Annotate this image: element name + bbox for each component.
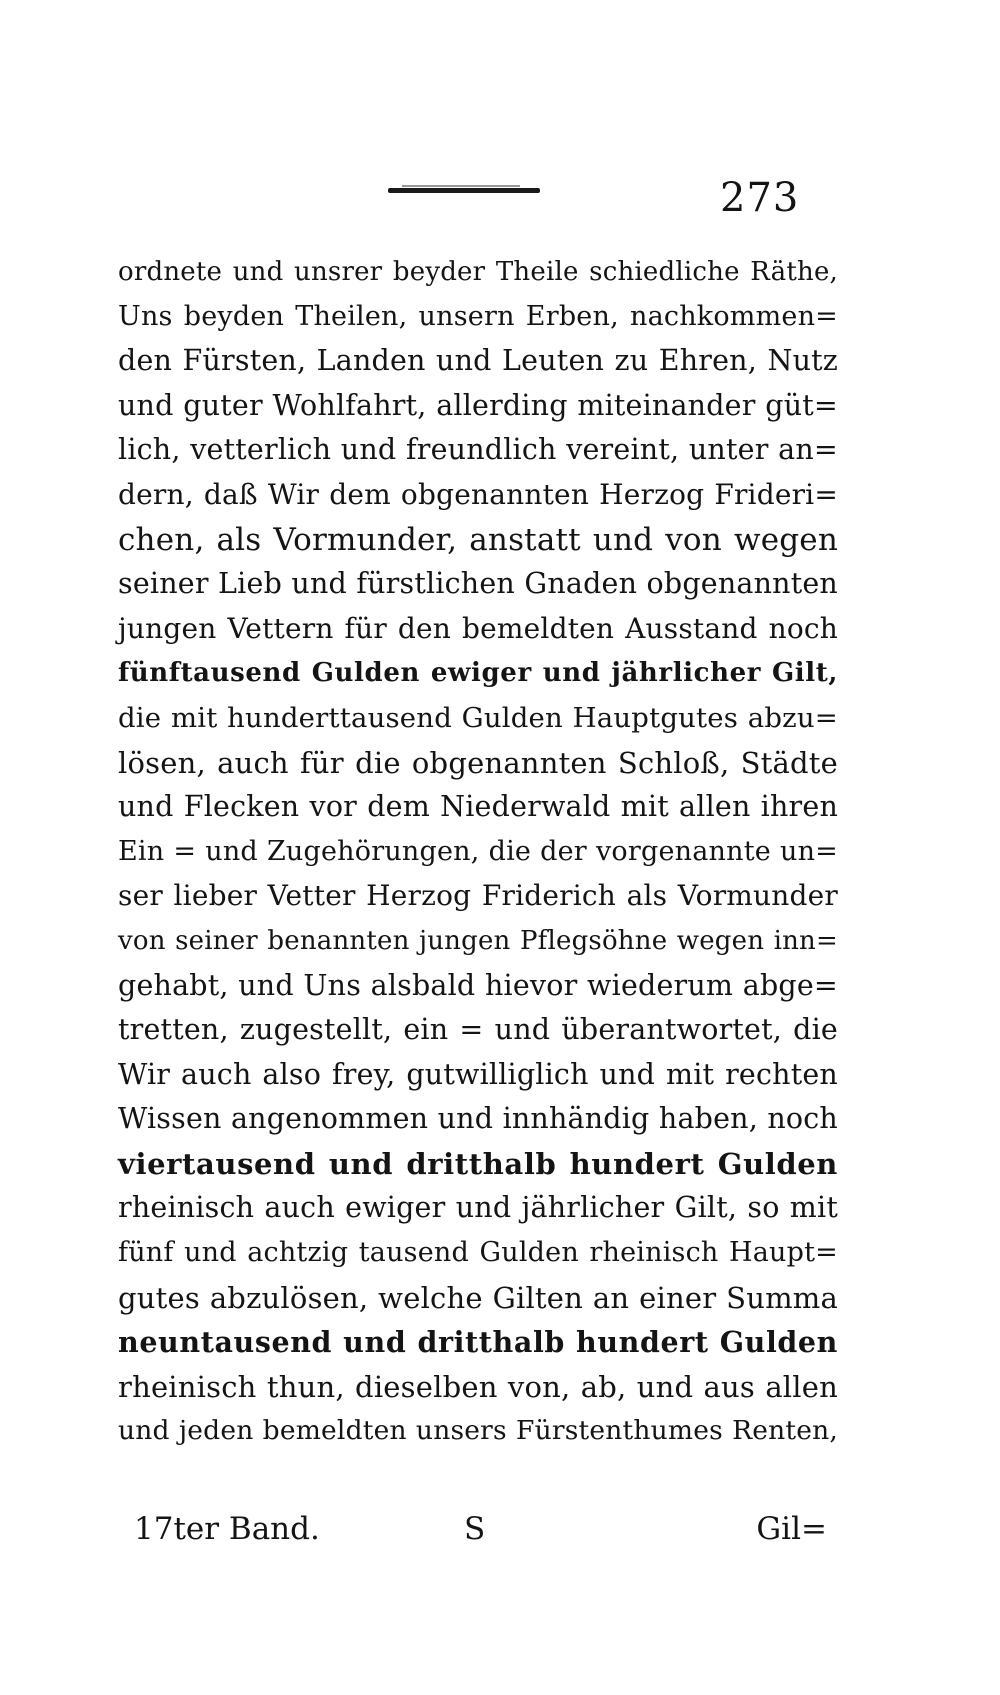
text-line: lich, vetterlich und freundlich vereint, unter an= (118, 433, 838, 467)
text-line: neuntausend und dritthalb hundert Gulden (118, 1325, 838, 1360)
text-line: seiner Lieb und fürstlichen Gnaden obgenannten (118, 567, 838, 601)
text-line: Ein = und Zugehörungen, die der vorgenannte un= (118, 835, 838, 867)
header-rule (388, 188, 540, 193)
text-line: chen, als Vormunder, anstatt und von wegen (118, 521, 838, 558)
text-line: fünftausend Gulden ewiger und jährlicher Gilt, (118, 658, 838, 689)
text-line: lösen, auch für die obgenannten Schloß, Städte (118, 745, 838, 780)
text-line: fünf und achtzig tausend Gulden rheinisch Haupt= (118, 1237, 838, 1269)
text-line: tretten, zugestellt, ein = und überantwortet, die (118, 1013, 838, 1047)
text-line: rheinisch thun, dieselben von, ab, und aus allen (118, 1369, 838, 1404)
body-text (118, 250, 838, 1454)
text-line: und guter Wohlfahrt, allerding miteinander güt= (118, 388, 838, 422)
gathering-mark: S (464, 1511, 486, 1547)
text-line: die mit hunderttausend Gulden Hauptgutes abzu= (118, 701, 838, 734)
text-line: Wissen angenommen und innhändig haben, noch (118, 1102, 838, 1136)
text-line: jungen Vettern für den bemeldten Ausstand noch (118, 611, 838, 645)
signature-mark: 17ter Band. (134, 1511, 320, 1547)
text-line: viertausend und dritthalb hundert Gulden (118, 1146, 838, 1181)
text-line: Wir auch also frey, gutwilliglich und mit rechten (118, 1057, 838, 1091)
text-line: von seiner benannten jungen Pflegsöhne wegen inn= (118, 925, 838, 956)
text-line: ordnete und unsrer beyder Theile schiedliche Räthe, (118, 257, 838, 287)
page-footer (134, 1507, 827, 1551)
text-line: und Flecken vor dem Niederwald mit allen ihren (118, 790, 838, 824)
catchword: Gil= (756, 1511, 827, 1547)
text-line: gutes abzulösen, welche Gilten an einer Summa (118, 1280, 838, 1315)
text-line: gehabt, und Uns alsbald hievor wiederum abge= (118, 968, 838, 1002)
text-line: und jeden bemeldten unsers Fürstenthumes Renten, (118, 1415, 838, 1447)
text-line: den Fürsten, Landen und Leuten zu Ehren, Nutz (118, 344, 838, 378)
text-line: dern, daß Wir dem obgenannten Herzog Frideri= (118, 477, 838, 511)
text-line: ser lieber Vetter Herzog Friderich als Vormunder (118, 879, 838, 913)
page-number: 273 (720, 175, 800, 221)
text-line: Uns beyden Theilen, unsern Erben, nachkommen= (118, 300, 838, 332)
text-line: rheinisch auch ewiger und jährlicher Gilt, so mit (118, 1191, 838, 1225)
